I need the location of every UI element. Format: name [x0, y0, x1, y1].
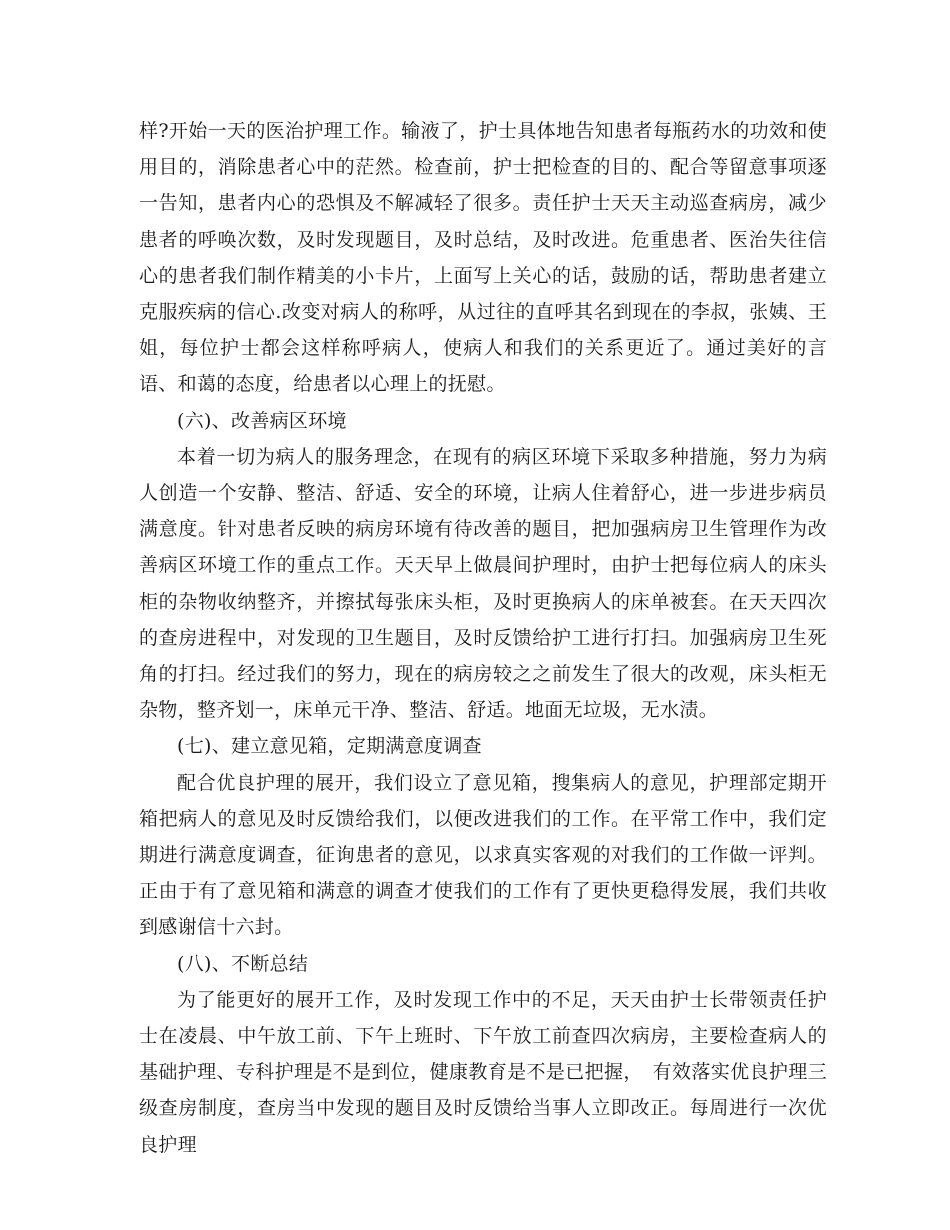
section-heading-8: (八)、不断总结: [177, 952, 309, 975]
paragraph-patient-care-continuation: 样?开始一天的医治护理工作。输液了，护士具体地告知患者每瓶药水的功效和使用目的，消除患者心中的茫然。检查前，护士把检查的目的、配合等留意事项逐一告知，患者内心的恐惧及不解减轻了很多。责任护士天天主动巡查病房，减少患者的呼唤次数，及时发现题目，及时总结，及时改进。危重患者、医治失往信心的患者我们制作精美的小卡片，上面写上关心的话，鼓励的话，帮助患者建立克服疾病的信心.改变对病人的称呼，从过往的直呼其名到现在的李叔，张姨、王姐，每位护士都会这样称呼病人，使病人和我们的关系更近了。通过美好的言语、和蔼的态度，给患者以心理上的抚慰。: [139, 120, 827, 396]
paragraph-continuous-summary: 为了能更好的展开工作，及时发现工作中的不足，天天由护士长带领责任护士在凌晨、中午放工前、下午上班时、下午放工前查四次病房，主要检查病人的基础护理、专科护理是不是到位，健康教育是不是已把握， 有效落实优良护理三级查房制度，查房当中发现的题目及时反馈给当事人立即改正。每周进行一次优良护理: [139, 988, 827, 1156]
section-heading-6: (六)、改善病区环境: [177, 409, 347, 432]
document-body: [139, 113, 827, 1163]
paragraph-suggestion-box: 配合优良护理的展开，我们设立了意见箱，搜集病人的意见，护理部定期开箱把病人的意见及时反馈给我们，以便改进我们的工作。在平常工作中，我们定期进行满意度调查，征询患者的意见，以求真实客观的对我们的工作做一评判。正由于有了意见箱和满意的调查才使我们的工作有了更快更稳得发展，我们共收到感谢信十六封。: [139, 771, 827, 939]
section-heading-7: (七)、建立意见箱，定期满意度调查: [177, 735, 482, 758]
paragraph-ward-environment: 本着一切为病人的服务理念，在现有的病区环境下采取多种措施，努力为病人创造一个安静、整洁、舒适、安全的环境，让病人住着舒心，进一步进步病员满意度。针对患者反映的病房环境有待改善的题目，把加强病房卫生管理作为改善病区环境工作的重点工作。天天早上做晨间护理时，由护士把每位病人的床头柜的杂物收纳整齐，并擦拭每张床头柜，及时更换病人的床单被套。在天天四次的查房进程中，对发现的卫生题目，及时反馈给护工进行打扫。加强病房卫生死角的打扫。经过我们的努力，现在的病房较之之前发生了很大的改观，床头柜无杂物，整齐划一，床单元干净、整洁、舒适。地面无垃圾，无水渍。: [139, 445, 827, 722]
